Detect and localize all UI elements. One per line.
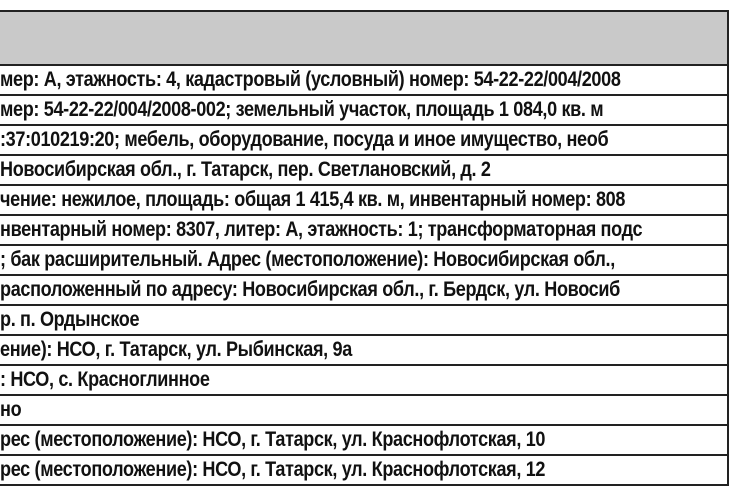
table-row bbox=[0, 306, 729, 336]
table-row bbox=[0, 336, 729, 366]
row-text: но bbox=[0, 398, 22, 421]
row-text: рес (местоположение): НСО, г. Татарск, ул. Краснофлотская, 12 bbox=[0, 458, 546, 481]
table-row bbox=[0, 156, 729, 186]
row-text: чение: нежилое, площадь: общая 1 415,4 кв. м, инвентарный номер: 808 bbox=[0, 188, 626, 211]
row-text: : НСО, с. Красноглинное bbox=[0, 368, 210, 391]
table-row bbox=[0, 366, 729, 396]
table-row bbox=[0, 216, 729, 246]
row-text: мер: 54-22-22/004/2008-002; земельный участок, площадь 1 084,0 кв. м bbox=[0, 98, 604, 121]
row-text: ; бак расширительный. Адрес (местоположение): Новосибирская обл., bbox=[0, 248, 615, 271]
row-text: рес (местоположение): НСО, г. Татарск, ул. Краснофлотская, 10 bbox=[0, 428, 546, 451]
row-text: Новосибирская обл., г. Татарск, пер. Светлановский, д. 2 bbox=[0, 158, 491, 181]
row-text: :37:010219:20; мебель, оборудование, посуда и иное имущество, необ bbox=[0, 128, 609, 151]
table-row bbox=[0, 66, 729, 96]
table-row bbox=[0, 126, 729, 156]
row-text: нвентарный номер: 8307, литер: А, этажность: 1; трансформаторная подс bbox=[0, 218, 643, 241]
row-text: мер: А, этажность: 4, кадастровый (условный) номер: 54-22-22/004/2008 bbox=[0, 68, 621, 91]
table-row bbox=[0, 276, 729, 306]
row-text: расположенный по адресу: Новосибирская обл., г. Бердск, ул. Новосиб bbox=[0, 278, 620, 301]
table-row bbox=[0, 186, 729, 216]
table-row bbox=[0, 396, 729, 426]
row-text: р. п. Ордынское bbox=[0, 308, 140, 331]
table-header bbox=[0, 10, 727, 66]
table-row bbox=[0, 426, 729, 456]
table-row bbox=[0, 246, 729, 276]
table-row bbox=[0, 456, 729, 486]
table-row bbox=[0, 96, 729, 126]
table-body bbox=[0, 66, 729, 486]
row-text: ение): НСО, г. Татарск, ул. Рыбинская, 9а bbox=[0, 338, 352, 361]
